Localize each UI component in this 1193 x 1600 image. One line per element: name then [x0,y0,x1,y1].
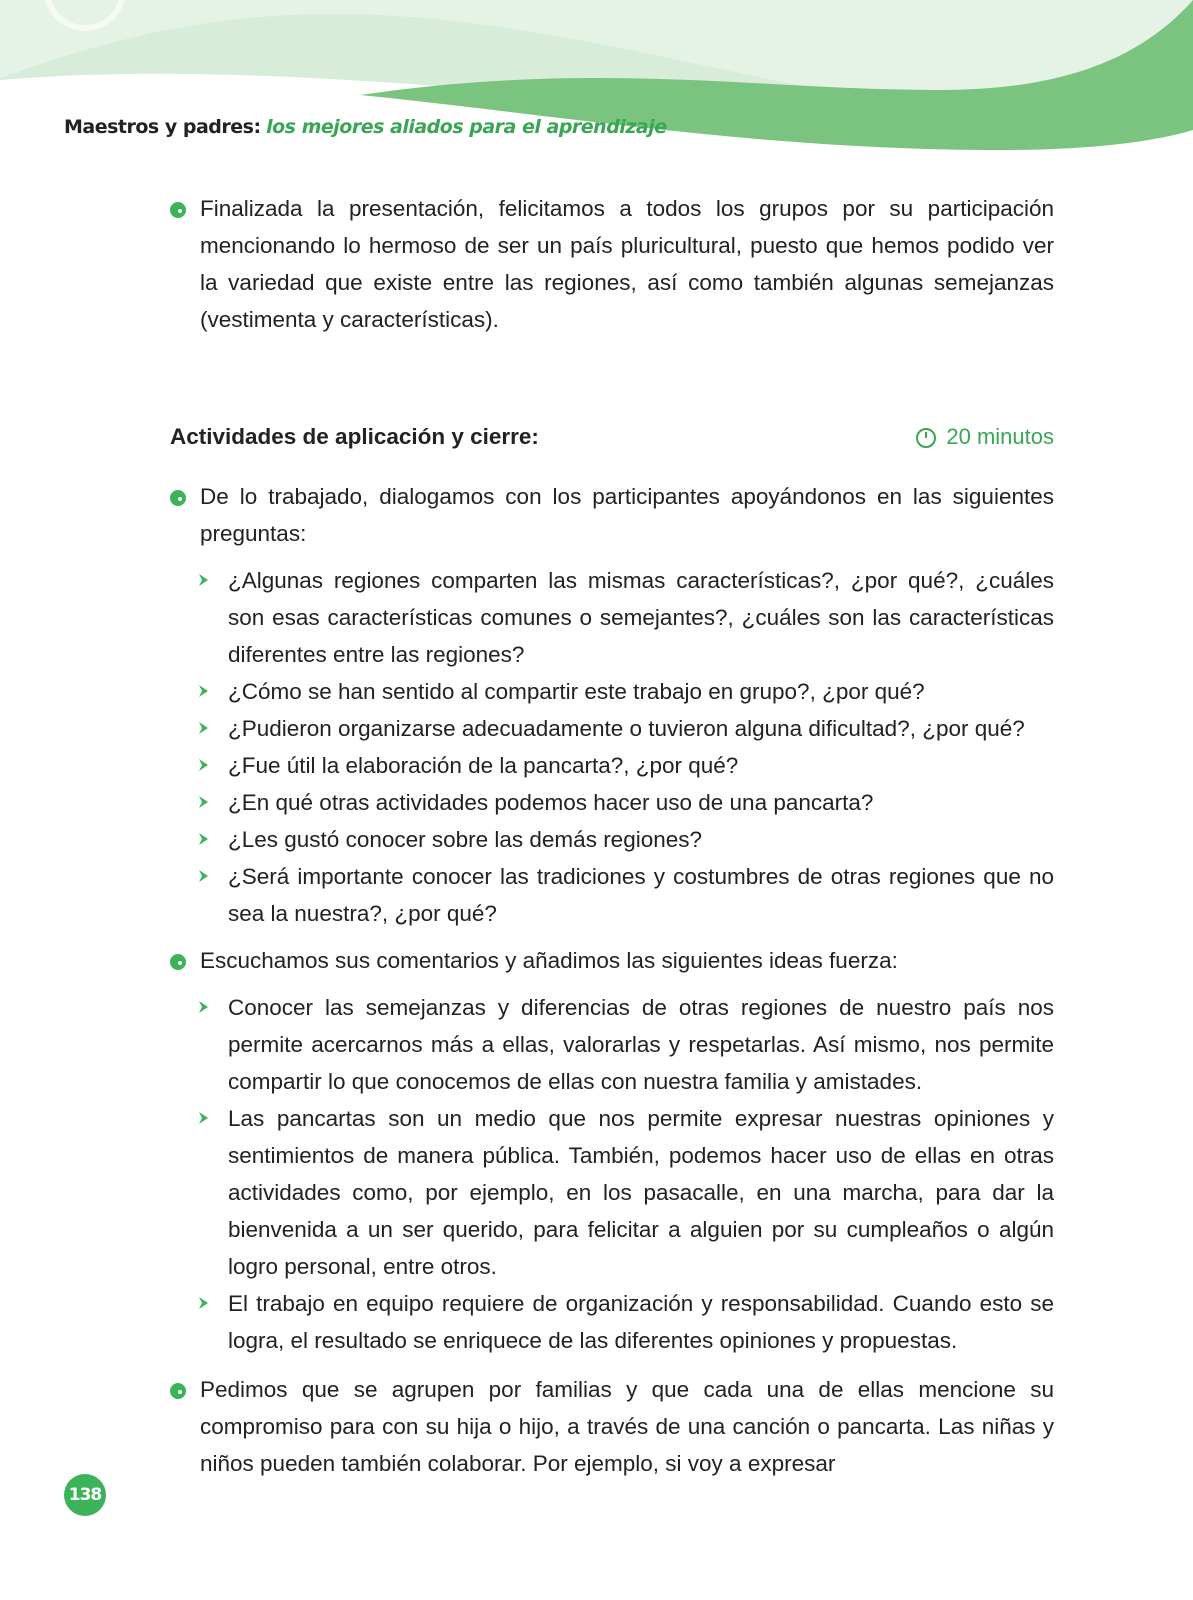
clock-icon [916,428,936,448]
chevron-right-icon [198,869,209,883]
ideas-list [170,989,1054,1359]
list-item-text: Conocer las semejanzas y diferencias de otras regiones de nuestro país nos permite acercarnos más a ellas, valorarlas y respetarlas. Así mismo, nos permite compartir lo que conocemos de ellas con nuestra familia y amistades. [228,995,1054,1094]
list-item [170,1100,1054,1285]
list-item [170,858,1054,932]
list-item-text: ¿Les gustó conocer sobre las demás regiones? [228,827,703,852]
spacer [170,1359,1054,1371]
bullet-comments-text: Escuchamos sus comentarios y añadimos las siguientes ideas fuerza: [200,948,898,973]
intro-bullet-text: Finalizada la presentación, felicitamos a todos los grupos por su participación mencionando lo hermoso de ser un país pluricultural, puesto que hemos podido ver la variedad que existe entre las regiones, así como también algunas semejanzas (vestimenta y características). [200,196,1054,332]
chevron-right-icon [198,721,209,735]
bullet-comments [170,942,1054,979]
chevron-right-icon [198,832,209,846]
list-item [170,821,1054,858]
list-item-text: ¿Algunas regiones comparten las mismas características?, ¿por qué?, ¿cuáles son esas características comunes o semejantes?, ¿cuáles son las características diferentes entre las regiones? [228,568,1054,667]
list-item-text: ¿En qué otras actividades podemos hacer uso de una pancarta? [228,790,874,815]
chevron-right-icon [198,1000,209,1014]
chevron-right-icon [198,758,209,772]
section-header [170,418,1054,458]
list-item-text: ¿Cómo se han sentido al compartir este trabajo en grupo?, ¿por qué? [228,679,925,704]
chevron-right-icon [198,684,209,698]
running-head [64,116,667,138]
list-item-text: ¿Pudieron organizarse adecuadamente o tuvieron alguna dificultad?, ¿por qué? [228,716,1025,741]
chevron-right-icon [198,573,209,587]
main-content [170,190,1054,1482]
bullet-dot-icon [170,1383,186,1399]
bullet-dialogue [170,478,1054,552]
list-item-text: El trabajo en equipo requiere de organización y responsabilidad. Cuando esto se logra, el resultado se enriquece de las diferentes opiniones y propuestas. [228,1291,1054,1353]
list-item [170,562,1054,673]
bullet-dot-icon [170,202,186,218]
running-head-bold: Maestros y padres: [64,116,261,138]
list-item-text: Las pancartas son un medio que nos permite expresar nuestras opiniones y sentimientos de manera pública. También, podemos hacer uso de ellas en otras actividades como, por ejemplo, en los pasacalle, en una marcha, para dar la bienvenida a un ser querido, para felicitar a alguien por su cumpleaños o algún logro personal, entre otros. [228,1106,1054,1279]
bullet-families-text: Pedimos que se agrupen por familias y que cada una de ellas mencione su compromiso para con su hija o hijo, a través de una canción o pancarta. Las niñas y niños pueden también colaborar. Por ejemplo, si voy a expresar [200,1377,1054,1476]
list-item [170,1285,1054,1359]
list-item [170,989,1054,1100]
chevron-right-icon [198,1111,209,1125]
section-title: Actividades de aplicación y cierre: [170,424,539,449]
chevron-right-icon [198,795,209,809]
list-item [170,784,1054,821]
bullet-dialogue-text: De lo trabajado, dialogamos con los participantes apoyándonos en las siguientes preguntas: [200,484,1054,546]
list-item-text: ¿Será importante conocer las tradiciones y costumbres de otras regiones que no sea la nuestra?, ¿por qué? [228,864,1054,926]
bullet-families [170,1371,1054,1482]
bullet-dot-icon [170,954,186,970]
duration-text: 20 minutos [946,424,1054,449]
list-item [170,673,1054,710]
running-head-italic: los mejores aliados para el aprendizaje [266,116,667,138]
question-list [170,562,1054,932]
list-item [170,710,1054,747]
bullet-dot-icon [170,490,186,506]
chevron-right-icon [198,1296,209,1310]
duration-label [916,418,1054,455]
list-item-text: ¿Fue útil la elaboración de la pancarta?, ¿por qué? [228,753,739,778]
page-number: 138 [64,1474,106,1516]
intro-bullet [170,190,1054,338]
spacer [170,932,1054,942]
list-item [170,747,1054,784]
